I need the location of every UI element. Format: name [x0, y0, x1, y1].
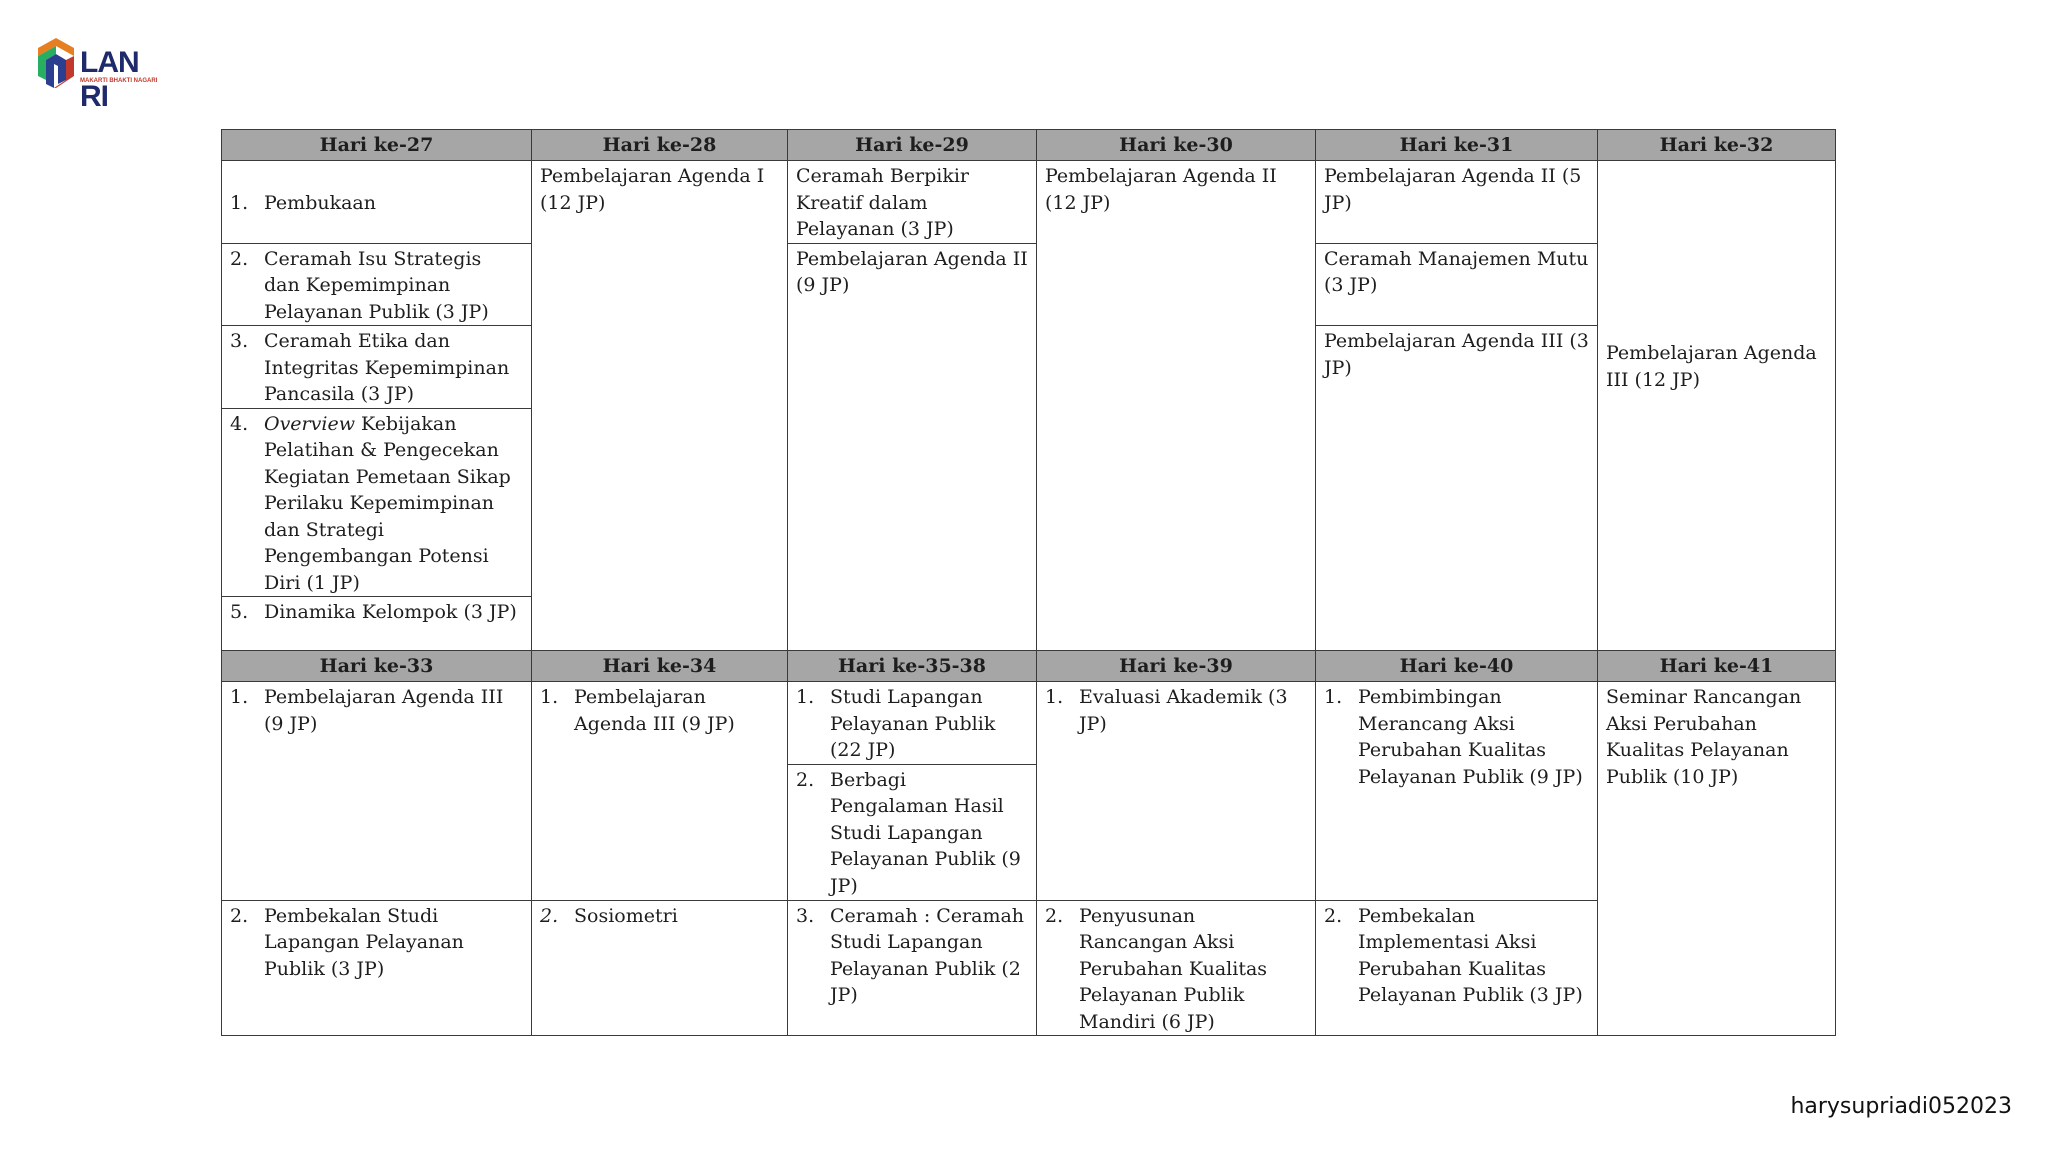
header-day-35-38: Hari ke-35-38	[788, 651, 1037, 682]
day31-item-1: Pembelajaran Agenda II (5 JP)	[1316, 161, 1598, 244]
day40-item-1: 1. Pembimbingan Merancang Aksi Perubahan Kualitas Pelayanan Publik (9 JP)	[1316, 682, 1598, 901]
header-day-31: Hari ke-31	[1316, 130, 1598, 161]
day33-item-2: 2. Pembekalan Studi Lapangan Pelayanan Publik (3 JP)	[222, 900, 532, 1036]
day27-item-3: 3. Ceramah Etika dan Integritas Kepemimpinan Pancasila (3 JP)	[222, 326, 532, 409]
day27-item-5: 5. Dinamika Kelompok (3 JP)	[222, 597, 532, 651]
header-day-32: Hari ke-32	[1598, 130, 1836, 161]
day39-item-1: 1. Evaluasi Akademik (3 JP)	[1037, 682, 1316, 901]
day32-cell: Pembelajaran Agenda III (12 JP)	[1598, 161, 1836, 651]
lan-ri-logo	[34, 36, 164, 113]
overview-italic: Overview	[264, 412, 355, 435]
author-credit: harysupriadi052023	[1790, 1094, 2012, 1119]
day39-item-2: 2. Penyusunan Rancangan Aksi Perubahan Kualitas Pelayanan Publik Mandiri (6 JP)	[1037, 900, 1316, 1036]
schedule-table	[221, 129, 1836, 1036]
logo-tagline: MAKARTI BHAKTI NAGARI	[80, 78, 158, 84]
day35-item-3: 3. Ceramah : Ceramah Studi Lapangan Pelayanan Publik (2 JP)	[788, 900, 1037, 1036]
day27-item-1: 1. Pembukaan	[222, 161, 532, 244]
header-day-27: Hari ke-27	[222, 130, 532, 161]
day40-item-2: 2. Pembekalan Implementasi Aksi Perubahan Kualitas Pelayanan Publik (3 JP)	[1316, 900, 1598, 1036]
header-day-29: Hari ke-29	[788, 130, 1037, 161]
day29-item-2: Pembelajaran Agenda II (9 JP)	[788, 243, 1037, 651]
day27-item-2: 2. Ceramah Isu Strategis dan Kepemimpinan Pelayanan Publik (3 JP)	[222, 243, 532, 326]
day34-item-1: 1. Pembelajaran Agenda III (9 JP)	[532, 682, 788, 901]
day27-item-4: 4. Overview Kebijakan Pelatihan & Pengecekan Kegiatan Pemetaan Sikap Perilaku Kepemimpinan dan Strategi Pengembangan Potensi Diri (1 JP)	[222, 408, 532, 597]
header-day-30: Hari ke-30	[1037, 130, 1316, 161]
day31-item-3: Pembelajaran Agenda III (3 JP)	[1316, 326, 1598, 651]
logo-text: LAN RI	[80, 46, 139, 113]
day34-item-2: 2. Sosiometri	[532, 900, 788, 1036]
header-day-28: Hari ke-28	[532, 130, 788, 161]
header-day-41: Hari ke-41	[1598, 651, 1836, 682]
header-day-34: Hari ke-34	[532, 651, 788, 682]
header-day-39: Hari ke-39	[1037, 651, 1316, 682]
day31-item-2: Ceramah Manajemen Mutu (3 JP)	[1316, 243, 1598, 326]
lan-ri-emblem-icon	[34, 36, 78, 94]
header-row-1	[222, 130, 1836, 161]
day28-cell: Pembelajaran Agenda I (12 JP)	[532, 161, 788, 651]
day35-item-2: 2. Berbagi Pengalaman Hasil Studi Lapangan Pelayanan Publik (9 JP)	[788, 764, 1037, 900]
header-day-33: Hari ke-33	[222, 651, 532, 682]
day30-cell: Pembelajaran Agenda II (12 JP)	[1037, 161, 1316, 651]
header-day-40: Hari ke-40	[1316, 651, 1598, 682]
header-row-2	[222, 651, 1836, 682]
day33-item-1: 1. Pembelajaran Agenda III (9 JP)	[222, 682, 532, 901]
day35-item-1: 1. Studi Lapangan Pelayanan Publik (22 JP)	[788, 682, 1037, 765]
day41-cell: Seminar Rancangan Aksi Perubahan Kualitas Pelayanan Publik (10 JP)	[1598, 682, 1836, 1036]
day29-item-1: Ceramah Berpikir Kreatif dalam Pelayanan (3 JP)	[788, 161, 1037, 244]
